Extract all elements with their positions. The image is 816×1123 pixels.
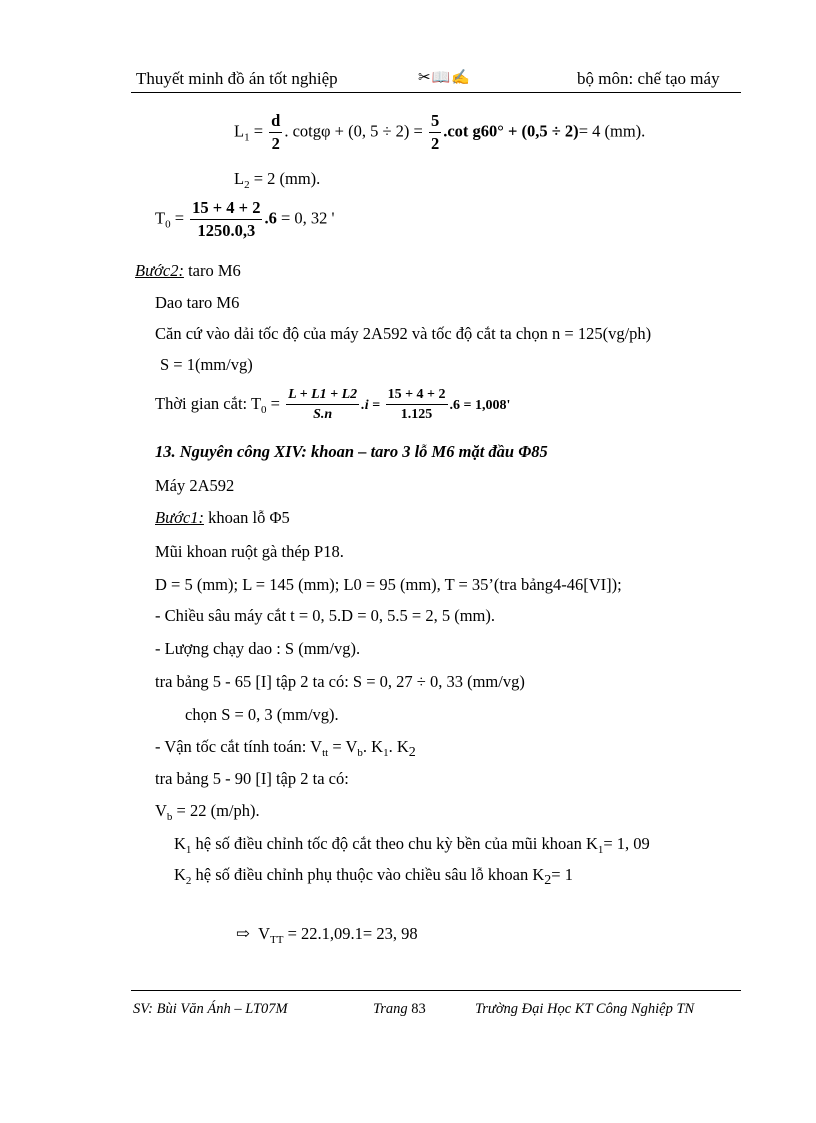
vtt-prefix: - Vận tốc cắt tính toán: V	[155, 737, 323, 756]
line-vtt-result	[236, 925, 418, 946]
l2-sub: 2	[244, 179, 250, 191]
tgc-den1: S.n	[313, 407, 333, 422]
vtt-result-main: V	[258, 924, 270, 943]
step-1-text: khoan lỗ Φ5	[203, 508, 290, 527]
header-rule	[131, 92, 741, 93]
tgc-num2: 15 + 4 + 2	[386, 388, 448, 405]
header-ornament-icon: ✂📖✍	[418, 70, 471, 86]
tgc-mid: .i =	[361, 397, 384, 413]
footer-page-number: 83	[411, 1001, 426, 1017]
step-2-text: taro M6	[183, 261, 241, 280]
formula-t0	[155, 200, 335, 239]
line-k1	[174, 835, 650, 856]
vtt-s1: tt	[322, 747, 329, 759]
t0-sub: 0	[165, 218, 171, 231]
l2-main: L	[234, 169, 245, 188]
step-1	[155, 509, 290, 527]
k2-text: hệ số điều chỉnh phụ thuộc vào chiều sâu lỗ khoan K	[191, 865, 545, 884]
k2-main: K	[174, 865, 186, 884]
tgc-fraction-2	[386, 388, 448, 422]
vtt-s4: 2	[408, 745, 416, 760]
formula-l2	[234, 170, 320, 191]
t0-eq: =	[170, 208, 189, 228]
vtt-result-sub: TT	[270, 934, 284, 946]
line-vb	[155, 802, 260, 823]
vtt-t2: . K	[362, 737, 384, 756]
t0-fraction	[190, 200, 262, 239]
footer-school: Trường Đại Học KT Công Nghiệp TN	[475, 1001, 695, 1017]
tgc-eq: =	[266, 393, 285, 413]
footer-page	[373, 1002, 426, 1018]
l1-result: = 4 (mm).	[578, 121, 646, 141]
vtt-t1: = V	[328, 737, 358, 756]
l1-fraction-2	[429, 113, 441, 152]
step-2-label: Bước2:	[135, 261, 184, 280]
line-mui-khoan: Mũi khoan ruột gà thép P18.	[155, 542, 344, 561]
step-1-label: Bước1:	[155, 508, 204, 527]
vtt-t3: . K	[388, 737, 409, 756]
tgc-result: .6 = 1,008'	[449, 397, 511, 413]
vtt-result-rest: = 22.1,09.1= 23, 98	[283, 924, 418, 943]
line-luong-chay-dao: - Lượng chạy dao : S (mm/vg).	[155, 639, 361, 658]
line-tra-bang-65: tra bảng 5 - 65 [I] tập 2 ta có: S = 0, 27 ÷ 0, 33 (mm/vg)	[155, 672, 525, 691]
l2-rest: = 2 (mm).	[249, 169, 321, 188]
vb-sub: b	[166, 811, 173, 823]
l1-frac2-den: 2	[430, 133, 440, 153]
line-s: S = 1(mm/vg)	[160, 355, 253, 374]
tgc-fraction-1	[286, 388, 359, 422]
header-department: bộ môn: chế tạo máy	[577, 69, 720, 88]
line-may: Máy 2A592	[155, 476, 235, 495]
vtt-s3: 1	[383, 747, 389, 759]
line-k2	[174, 866, 573, 888]
k1-main: K	[174, 834, 186, 853]
l1-lhs-sub: 1	[244, 131, 250, 144]
k2-sub2: 2	[544, 873, 552, 888]
line-dimensions: D = 5 (mm); L = 145 (mm); L0 = 95 (mm), T = 35’(tra bảng4-46[VI]);	[155, 575, 622, 594]
tgc-prefix: Thời gian cắt: T	[155, 393, 262, 413]
tgc-num1: L + L1 + L2	[286, 388, 359, 405]
t0-tail: .6	[264, 208, 277, 228]
vb-rest: = 22 (m/ph).	[172, 801, 260, 820]
footer-page-label: Trang	[373, 1001, 408, 1017]
k1-sub: 1	[185, 844, 192, 856]
line-can-cu: Căn cứ vào dải tốc độ của máy 2A592 và tốc độ cắt ta chọn n = 125(vg/ph)	[155, 324, 652, 343]
line-tra-bang-90: tra bảng 5 - 90 [I] tập 2 ta có:	[155, 769, 349, 788]
header-title: Thuyết minh đồ án tốt nghiệp	[136, 69, 338, 88]
t0-result: = 0, 32 '	[276, 208, 335, 228]
vb-main: V	[155, 801, 167, 820]
formula-l1	[234, 113, 645, 152]
k1-text: hệ số điều chỉnh tốc độ cắt theo chu kỳ bền của mũi khoan K	[191, 834, 598, 853]
l1-frac1-num: d	[269, 113, 282, 133]
t0-den: 1250.0,3	[197, 220, 256, 240]
k1-sub2: 1	[597, 844, 604, 856]
vtt-s2: b	[357, 747, 363, 759]
arrow-right-icon: ⇨	[236, 924, 250, 943]
l1-fraction-1	[269, 113, 282, 152]
l1-frac1-den: 2	[271, 133, 280, 153]
l1-tail: .cot g60° + (0,5 ÷ 2)	[443, 121, 579, 141]
line-dao: Dao taro M6	[155, 293, 240, 312]
line-van-toc	[155, 738, 416, 760]
tgc-den2: 1.125	[400, 407, 433, 422]
l1-eq: =	[249, 121, 268, 141]
k2-sub: 2	[185, 875, 192, 887]
k2-rest: = 1	[551, 865, 573, 884]
t0-num: 15 + 4 + 2	[190, 200, 262, 220]
l1-mid: . cotgφ + (0, 5 ÷ 2) =	[284, 121, 427, 141]
l1-lhs: L	[234, 121, 245, 141]
k1-rest: = 1, 09	[603, 834, 650, 853]
step-2	[135, 262, 241, 280]
tgc-sub: 0	[261, 403, 267, 416]
section-13-heading: 13. Nguyên công XIV: khoan – taro 3 lỗ M6 mặt đầu Φ85	[155, 442, 548, 461]
footer-rule	[131, 990, 741, 991]
line-chieu-sau: - Chiều sâu máy cắt t = 0, 5.D = 0, 5.5 = 2, 5 (mm).	[155, 606, 495, 625]
line-chon-s: chọn S = 0, 3 (mm/vg).	[185, 705, 339, 724]
formula-tgc	[155, 388, 510, 422]
l1-frac2-num: 5	[429, 113, 441, 133]
t0-main: T	[155, 208, 166, 228]
footer-student: SV: Bùi Văn Ánh – LT07M	[133, 1001, 288, 1017]
